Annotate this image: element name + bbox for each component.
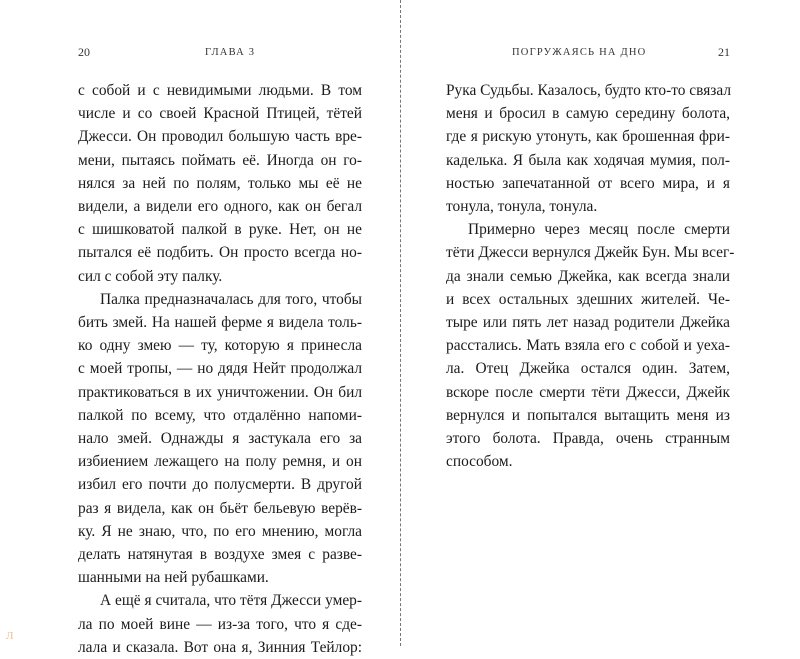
text-line: этого болота. Правда, очень странным bbox=[446, 430, 730, 448]
right-page-text bbox=[446, 79, 735, 473]
text-line: мени, пытаясь поймать её. Иногда он го- bbox=[78, 151, 362, 169]
text-line: Примерно через месяц после смерти bbox=[468, 221, 730, 239]
left-page bbox=[0, 0, 400, 656]
text-line: палкой по всему, что отдалённо напоми- bbox=[78, 406, 362, 424]
text-line: с моей тропы, — но дядя Нейт продолжал bbox=[78, 360, 362, 378]
left-page-text bbox=[78, 79, 362, 659]
text-line: тыре или пять лет назад родители Джейка bbox=[446, 314, 730, 332]
text-line: числе и со своей Красной Птицей, тётей bbox=[78, 105, 362, 123]
text-line: бить змей. На нашей ферме я видела толь- bbox=[78, 314, 362, 332]
text-line: раз я видела, как он бьёт бельевую верёв- bbox=[78, 499, 362, 517]
left-running-head: ГЛАВА 3 bbox=[205, 47, 256, 58]
text-line: Палка предназначалась для того, чтобы bbox=[100, 290, 362, 308]
text-line: нялся за ней по полям, только мы её не bbox=[78, 174, 362, 192]
text-line: Рука Судьбы. Казалось, будто кто-то связал bbox=[446, 82, 731, 99]
text-line: шанными на ней рубашками. bbox=[78, 569, 269, 587]
text-line: и всех остальных здешних жителей. Че- bbox=[446, 290, 730, 308]
right-page bbox=[400, 0, 800, 646]
text-line: Джесси. Он проводил большую часть вре- bbox=[78, 128, 362, 146]
right-running-head: ПОГРУЖАЯСЬ НА ДНО bbox=[512, 47, 647, 58]
text-line: меня и бросил в самую середину болота, bbox=[446, 105, 730, 123]
text-line: А ещё я считала, что тётя Джесси умер- bbox=[100, 592, 362, 610]
text-line: ла. Отец Джейка остался один. Затем, bbox=[446, 360, 730, 378]
text-line: ла по моей вине — из-за того, что я сде- bbox=[78, 615, 362, 633]
text-line: ностью запечатанной от всего мира, и я bbox=[446, 174, 730, 192]
text-line: лала и сказала. Вот она я, Зинния Тейлор: bbox=[78, 638, 362, 656]
text-line: расстались. Мать взяла его с собой и уеха- bbox=[446, 337, 730, 355]
text-line: избиением лежащего на полу ремня, и он bbox=[78, 453, 362, 471]
text-line: с шишковатой палкой в руке. Нет, он не bbox=[78, 221, 362, 239]
left-page-number: 20 bbox=[78, 45, 90, 59]
text-line: тонула, тонула, тонула. bbox=[446, 198, 598, 216]
text-line: вернулся и попытался вытащить меня из bbox=[446, 406, 730, 424]
text-line: практиковаться в их уничтожении. Он бил bbox=[78, 383, 362, 401]
text-line: тёти Джесси вернулся Джейк Бун. Мы всег- bbox=[446, 244, 735, 262]
text-line: да знали семью Джейка, как всегда знали bbox=[446, 267, 730, 285]
text-line: с собой и с невидимыми людьми. В том bbox=[78, 82, 362, 99]
text-line: пытался её подбить. Он просто всегда но- bbox=[78, 244, 362, 262]
text-line: сил с собой эту палку. bbox=[78, 267, 223, 285]
text-line: ку. Я не знаю, что, по его мнению, могла bbox=[78, 522, 362, 540]
right-page-number: 21 bbox=[718, 45, 730, 59]
text-line: вскоре после смерти тёти Джесси, Джейк bbox=[446, 383, 730, 401]
text-line: нало змей. Однажды я застукала его за bbox=[78, 430, 362, 448]
text-line: избил его почти до полусмерти. В другой bbox=[78, 476, 362, 494]
text-line: каделька. Я была как ходячая мумия, пол- bbox=[446, 151, 730, 169]
text-line: способом. bbox=[446, 453, 513, 471]
corner-mark: Л bbox=[6, 630, 14, 642]
text-line: видели, а видели его одного, как он бегал bbox=[78, 198, 362, 216]
text-line: делать натянутая в воздухе змея с разве- bbox=[78, 546, 362, 564]
text-line: ко одну змею — ту, которую я принесла bbox=[78, 337, 362, 355]
text-line: где я рискую утонуть, как брошенная фри- bbox=[446, 128, 730, 146]
